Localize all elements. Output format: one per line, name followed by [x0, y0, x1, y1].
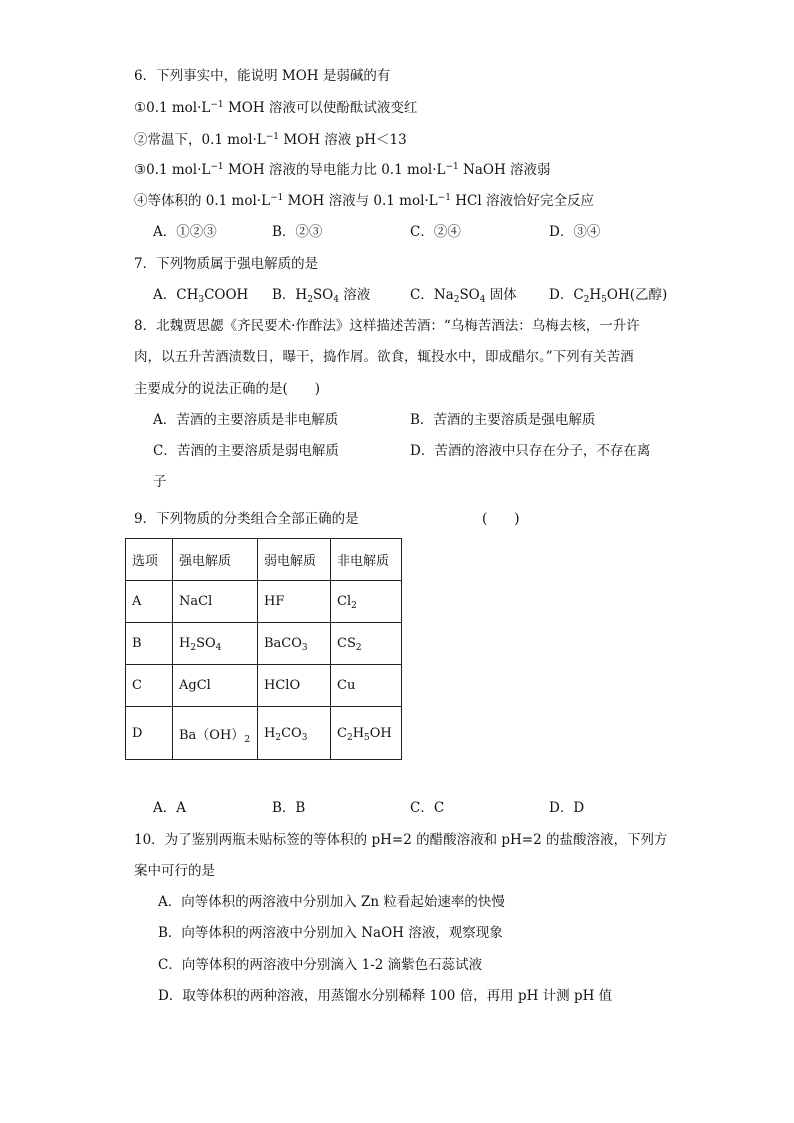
- q9-option-a[interactable]: A．A: [153, 800, 186, 816]
- q7-option-c[interactable]: C．$Na_2SO_4$ 固体: [410, 287, 517, 305]
- q8-stem-line-1: 8．北魏贾思勰《齐民要术·作酢法》这样描述苦酒：“乌梅苦酒法：乌梅去核，一升许: [134, 318, 640, 334]
- q8-option-b[interactable]: B．苦酒的主要溶质是强电解质: [410, 412, 596, 428]
- q7-stem: 7．下列物质属于强电解质的是: [134, 256, 319, 272]
- strong-cell: NaCl: [173, 581, 258, 623]
- q10-option-b[interactable]: B．向等体积的两溶液中分别加入 NaOH 溶液，观察现象: [158, 925, 503, 941]
- q10-stem-line-2: 案中可行的是: [134, 863, 215, 879]
- non-cell: Cu: [331, 665, 402, 707]
- q8-stem-line-2: 肉，以五升苦酒渍数日，曝干，捣作屑。欲食，辄投水中，即成醋尔。”下列有关苦酒: [134, 349, 634, 365]
- row-option: A: [126, 581, 173, 623]
- q7-option-a[interactable]: A．$CH_3COOH$: [153, 287, 249, 305]
- strong-cell: $H_2SO_4$: [173, 623, 258, 665]
- table-header-row: [126, 539, 402, 581]
- row-option: C: [126, 665, 173, 707]
- row-option: D: [126, 707, 173, 760]
- q9-answer-paren: ( ): [482, 511, 520, 527]
- q10-option-a[interactable]: A．向等体积的两溶液中分别加入 Zn 粒看起始速率的快慢: [158, 894, 505, 910]
- q6-fact-2: ②常温下，0.1 $mol\cdot L^{-1}$ MOH 溶液 pH＜13: [134, 132, 407, 148]
- q8-stem-line-3: 主要成分的说法正确的是( ): [134, 381, 321, 397]
- strong-cell: $Ba(OH)_2$: [173, 707, 258, 760]
- table-row: [126, 581, 402, 623]
- non-cell: $C_2H_5OH$: [331, 707, 402, 760]
- table-row: [126, 707, 402, 760]
- q6-option-a[interactable]: A．①②③: [153, 224, 217, 240]
- header-non-electrolyte: 非电解质: [331, 539, 402, 581]
- weak-cell: $H_2CO_3$: [258, 707, 331, 760]
- strong-cell: AgCl: [173, 665, 258, 707]
- header-strong-electrolyte: 强电解质: [173, 539, 258, 581]
- row-option: B: [126, 623, 173, 665]
- q9-option-b[interactable]: B．B: [272, 800, 306, 816]
- q8-option-d[interactable]: D．苦酒的溶液中只存在分子，不存在离: [410, 443, 651, 459]
- weak-cell: HF: [258, 581, 331, 623]
- q6-option-d[interactable]: D．③④: [549, 224, 601, 240]
- non-cell: $CS_2$: [331, 623, 402, 665]
- non-cell: $Cl_2$: [331, 581, 402, 623]
- q6-option-b[interactable]: B．②③: [272, 224, 323, 240]
- classification-table: [125, 538, 402, 760]
- q6-fact-3: ③0.1 $mol\cdot L^{-1}$ MOH 溶液的导电能力比 0.1 $mol\cdot L^{-1}$ NaOH 溶液弱: [134, 162, 551, 178]
- weak-cell: HClO: [258, 665, 331, 707]
- table-row: [126, 623, 402, 665]
- q10-option-c[interactable]: C．向等体积的两溶液中分别滴入 1-2 滴紫色石蕊试液: [158, 957, 483, 973]
- q10-stem-line-1: 10．为了鉴别两瓶未贴标签的等体积的 pH=2 的醋酸溶液和 pH=2 的盐酸溶液，下列方: [134, 832, 668, 848]
- q9-stem: 9．下列物质的分类组合全部正确的是: [134, 511, 359, 527]
- header-weak-electrolyte: 弱电解质: [258, 539, 331, 581]
- weak-cell: BaCO$_3$: [258, 623, 331, 665]
- q8-option-c[interactable]: C．苦酒的主要溶质是弱电解质: [153, 443, 339, 459]
- q7-option-b[interactable]: B．$H_2SO_4$ 溶液: [272, 287, 371, 305]
- q9-option-d[interactable]: D．D: [549, 800, 585, 816]
- q9-option-c[interactable]: C．C: [410, 800, 445, 816]
- q8-option-a[interactable]: A．苦酒的主要溶质是非电解质: [153, 412, 339, 428]
- q10-option-d[interactable]: D．取等体积的两种溶液，用蒸馏水分别稀释 100 倍，再用 pH 计测 pH 值: [158, 988, 613, 1004]
- q6-fact-1: ①0.1 $mol\cdot L^{-1}$ MOH 溶液可以使酚酞试液变红: [134, 100, 418, 116]
- q7-option-d[interactable]: D．$C_2H_5OH$(乙醇): [549, 287, 668, 305]
- q6-fact-4: ④等体积的 0.1 $mol\cdot L^{-1}$ MOH 溶液与 0.1 $mol\cdot L^{-1}$ HCl 溶液恰好完全反应: [134, 193, 594, 209]
- q6-option-c[interactable]: C．②④: [410, 224, 461, 240]
- table-row: [126, 665, 402, 707]
- q6-stem: 6．下列事实中，能说明 MOH 是弱碱的有: [134, 68, 391, 84]
- q8-option-d-wrap: 子: [153, 474, 167, 490]
- header-option: 选项: [126, 539, 173, 581]
